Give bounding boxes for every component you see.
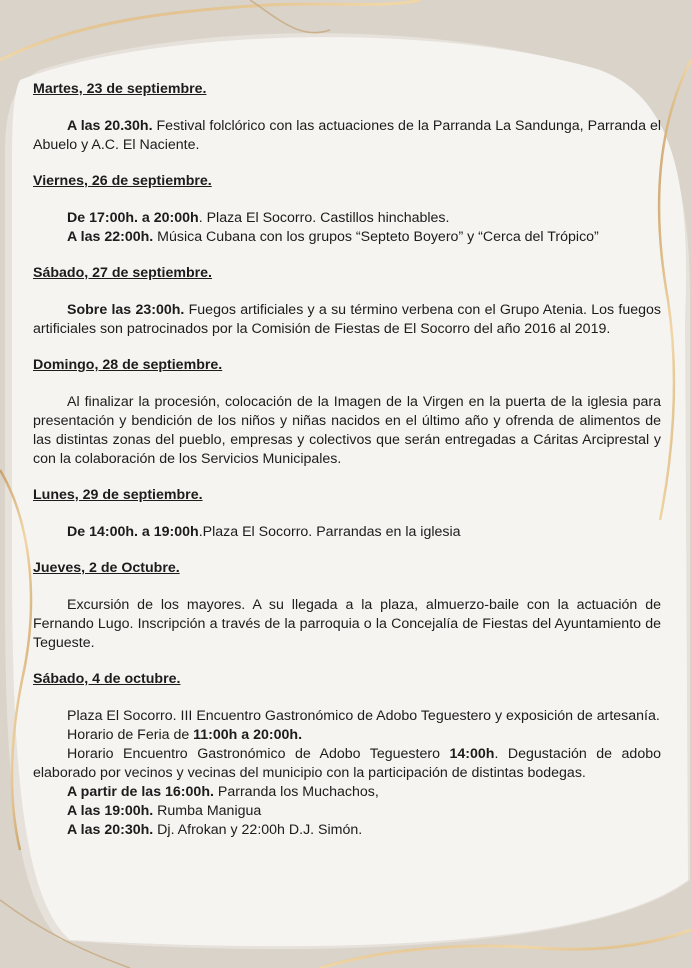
event-line	[33, 523, 661, 542]
section-sabado-4	[33, 670, 661, 840]
event-line	[33, 802, 661, 821]
day-heading: Domingo, 28 de septiembre.	[33, 357, 223, 373]
event-paragraph	[33, 707, 661, 840]
event-time: A las 20:30h.	[67, 822, 154, 838]
section-martes	[33, 80, 661, 155]
event-paragraph: Excursión de los mayores. A su llegada a la plaza, almuerzo-baile con la actuación de Fernando Lugo. Inscripción a través de la parroquia o la Concejalía de Fiestas del Ayuntamiento de Tegueste.	[33, 597, 661, 651]
event-paragraph	[33, 301, 661, 339]
day-heading: Sábado, 27 de septiembre.	[33, 265, 212, 281]
day-heading: Jueves, 2 de Octubre.	[33, 560, 180, 576]
event-line	[33, 209, 661, 228]
event-line	[33, 726, 661, 745]
event-description: . Plaza El Socorro. Castillos hinchables.	[198, 210, 450, 226]
event-line	[33, 745, 661, 783]
event-line	[33, 783, 661, 802]
day-heading: Sábado, 4 de octubre.	[33, 671, 181, 687]
event-time: 14:00h	[449, 746, 495, 762]
section-viernes	[33, 172, 661, 247]
event-paragraph	[33, 209, 661, 247]
event-description: . Degustación de adobo elaborado por vecinos y vecinas del municipio con la participación de distintas bodegas.	[33, 746, 661, 781]
event-time: A las 22:00h.	[67, 229, 154, 245]
event-time: A las 20.30h.	[67, 118, 153, 134]
event-paragraph: Al finalizar la procesión, colocación de la Imagen de la Virgen en la puerta de la iglesia para presentación y bendición de los niños y niñas nacidos en el último año y ofrenda de alimentos de las distintas zonas del pueblo, empresas y colectivos que serán entregadas a Cáritas Arciprestal y con la colaboración de los Servicios Municipales.	[33, 394, 661, 467]
section-jueves	[33, 559, 661, 653]
event-description: .Plaza El Socorro. Parrandas en la iglesia	[198, 524, 461, 540]
event-time: Sobre las 23:00h.	[67, 302, 185, 318]
event-description: Rumba Manigua	[153, 803, 262, 819]
event-time: A las 19:00h.	[67, 803, 154, 819]
event-paragraph	[33, 117, 661, 155]
section-sabado-27	[33, 264, 661, 339]
event-paragraph	[33, 523, 661, 542]
event-description: Música Cubana con los grupos “Septeto Boyero” y “Cerca del Trópico”	[153, 229, 599, 245]
section-domingo	[33, 356, 661, 469]
event-description: Festival folclórico con las actuaciones de la Parranda La Sandunga, Parranda el Abuelo y A.C. El Naciente.	[33, 118, 661, 153]
day-heading: Viernes, 26 de septiembre.	[33, 173, 212, 189]
event-line	[33, 228, 661, 247]
event-description: Fuegos artificiales y a su término verbena con el Grupo Atenia. Los fuegos artificiales son patrocinados por la Comisión de Fiestas de El Socorro del año 2016 al 2019.	[33, 302, 661, 337]
day-heading: Martes, 23 de septiembre.	[33, 81, 207, 97]
event-time: De 14:00h. a 19:00h	[67, 524, 199, 540]
event-description: Horario Encuentro Gastronómico de Adobo Teguestero	[67, 746, 450, 762]
event-time: A partir de las 16:00h.	[67, 784, 214, 800]
event-description: Dj. Afrokan y 22:00h D.J. Simón.	[153, 822, 363, 838]
event-time: De 17:00h. a 20:00h	[67, 210, 199, 226]
section-lunes	[33, 486, 661, 542]
day-heading: Lunes, 29 de septiembre.	[33, 487, 203, 503]
event-description: Horario de Feria de	[67, 727, 194, 743]
event-schedule	[33, 80, 661, 840]
event-line: Plaza El Socorro. III Encuentro Gastronómico de Adobo Teguestero y exposición de artesanía.	[67, 708, 660, 724]
event-line	[33, 821, 661, 840]
event-description: Parranda los Muchachos,	[213, 784, 379, 800]
event-time: 11:00h a 20:00h.	[193, 727, 303, 743]
